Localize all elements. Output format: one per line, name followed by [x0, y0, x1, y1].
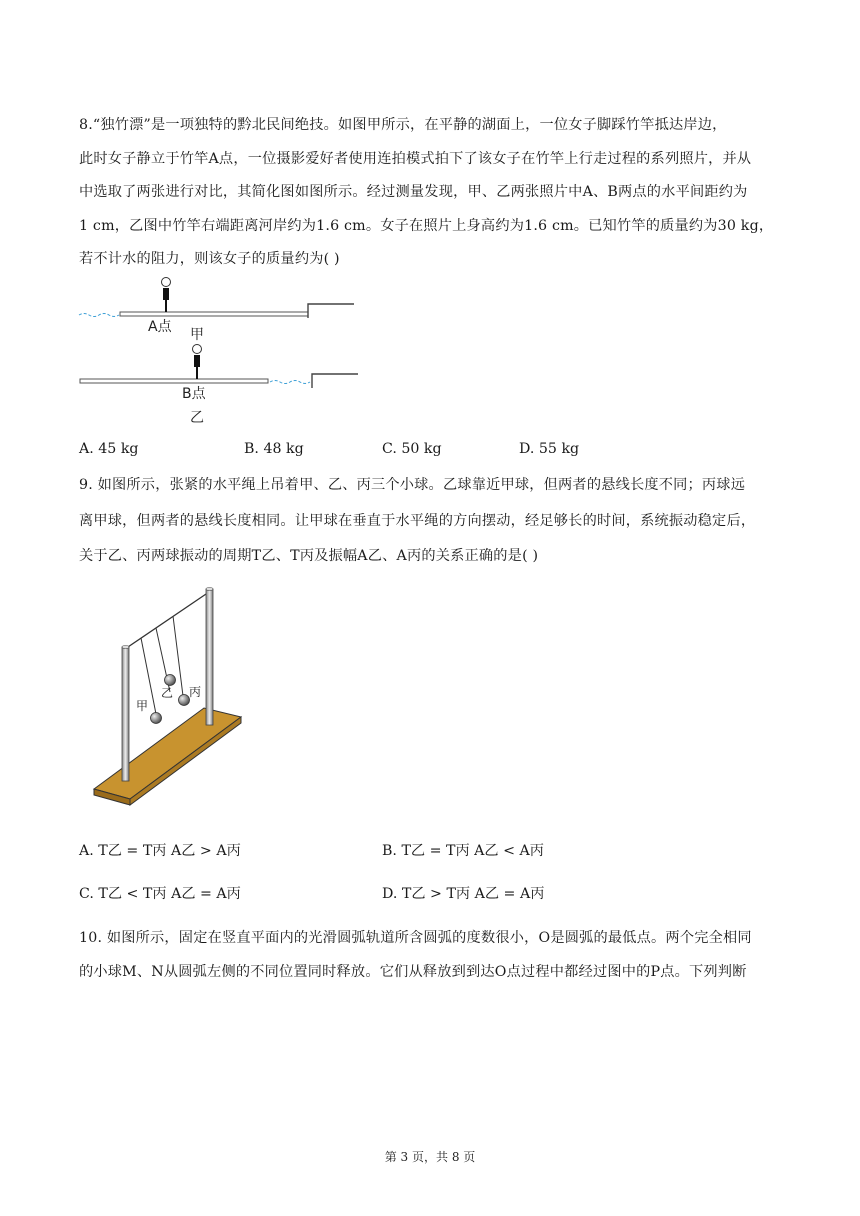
q9-option-c[interactable]: C. T乙 < T丙 A乙 = A丙	[79, 886, 241, 902]
q8-line-1: 8.“独竹漂”是一项独特的黔北民间绝技。如图甲所示，在平静的湖面上，一位女子脚踩竹竿抵达岸边，	[79, 117, 727, 133]
q8-option-d[interactable]: D. 55 kg	[519, 441, 580, 457]
q8-line-5: 若不计水的阻力，则该女子的质量约为( )	[79, 251, 340, 267]
q8-label-yi: 乙	[190, 410, 204, 426]
q8-option-b[interactable]: B. 48 kg	[244, 441, 304, 457]
q9-label-bing: 丙	[189, 685, 202, 699]
q8-label-b: B点	[182, 386, 206, 402]
q9-line-3: 关于乙、丙两球振动的周期T乙、T丙及振幅A乙、A丙的关系正确的是( )	[79, 548, 539, 564]
q8-label-jia: 甲	[190, 327, 204, 343]
q10-line-1: 10. 如图所示，固定在竖直平面内的光滑圆弧轨道所含圆弧的度数很小，O是圆弧的最低点。两个完全相同	[79, 930, 752, 946]
q8-line-2: 此时女子静立于竹竿A点，一位摄影爱好者使用连拍模式拍下了该女子在竹竿上行走过程的系列照片，并从	[79, 151, 752, 167]
q9-label-jia: 甲	[136, 699, 149, 713]
q8-label-a: A点	[148, 319, 172, 335]
q9-option-b[interactable]: B. T乙 = T丙 A乙 < A丙	[382, 843, 544, 859]
q10-line-2: 的小球M、N从圆弧左侧的不同位置同时释放。它们从释放到到达O点过程中都经过图中的P点。下列判断	[79, 964, 747, 980]
q8-line-3: 中选取了两张进行对比，其简化图如图所示。经过测量发现，甲、乙两张照片中A、B两点的水平间距约为	[79, 184, 748, 200]
q9-option-d[interactable]: D. T乙 > T丙 A乙 = A丙	[382, 886, 545, 902]
q8-option-a[interactable]: A. 45 kg	[79, 441, 139, 457]
q8-option-c[interactable]: C. 50 kg	[382, 441, 442, 457]
q9-label-yi: 乙	[161, 686, 174, 700]
q8-bamboo-figure	[76, 272, 366, 432]
q9-pendulum-figure	[88, 583, 248, 808]
q9-line-2: 离甲球，但两者的悬线长度相同。让甲球在垂直于水平绳的方向摆动，经足够长的时间，系统振动稳定后，	[79, 513, 756, 529]
page-footer: 第 3 页，共 8 页	[384, 1150, 476, 1164]
q9-line-1: 9. 如图所示，张紧的水平绳上吊着甲、乙、丙三个小球。乙球靠近甲球，但两者的悬线长度不同；丙球远	[79, 477, 746, 493]
q8-line-4: 1 cm，乙图中竹竿右端距离河岸约为1.6 cm。女子在照片上身高约为1.6 cm。已知竹竿的质量约为30 kg，	[79, 218, 774, 234]
q9-option-a[interactable]: A. T乙 = T丙 A乙 > A丙	[79, 843, 241, 859]
